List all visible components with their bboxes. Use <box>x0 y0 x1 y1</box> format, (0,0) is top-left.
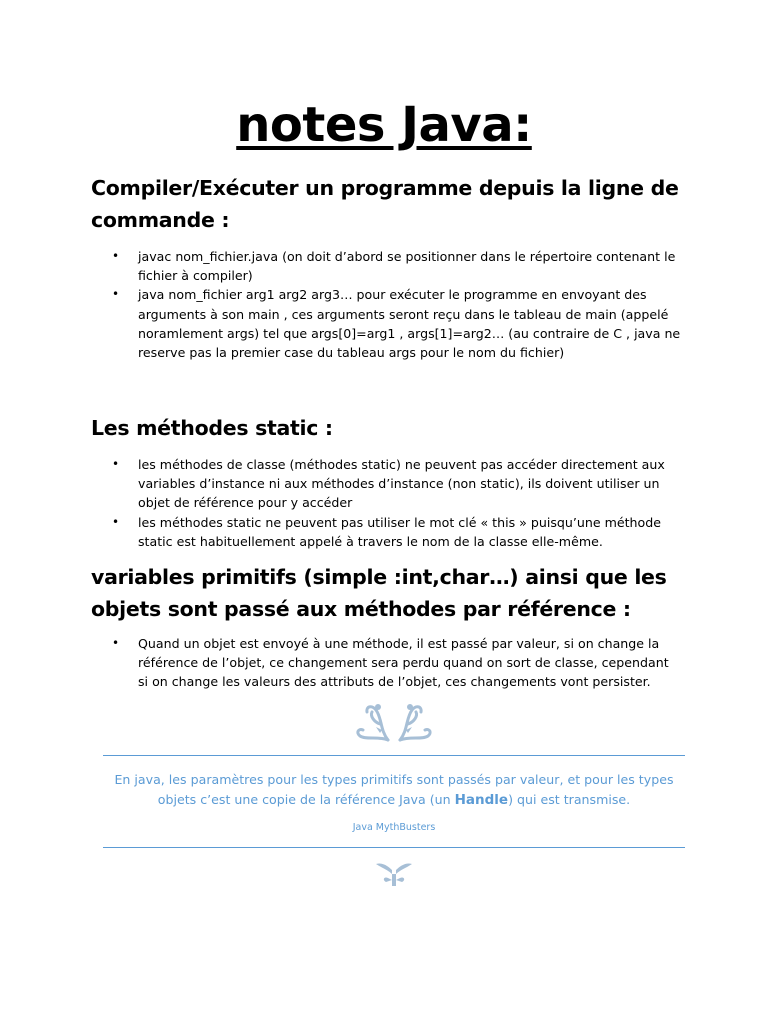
section-heading-static: Les méthodes static : <box>91 416 333 440</box>
bullet-icon: • <box>112 287 120 302</box>
bullet-icon: • <box>112 636 120 650</box>
list-item-text: javac nom_fichier.java (on doit d’abord se positionner dans le répertoire contenant le fichier à compiler) <box>138 249 676 284</box>
bullet-icon: • <box>112 457 120 471</box>
quote-text <box>103 770 685 810</box>
list-item-text: les méthodes static ne peuvent pas utiliser le mot clé « this » puisqu’une méthode static est habituellement appelé à travers le nom de la classe elle-même. <box>138 514 661 549</box>
quote-top-rule <box>103 755 685 756</box>
static-list <box>112 455 682 551</box>
bullet-icon: • <box>112 514 120 529</box>
flourish-bottom-icon <box>374 860 414 888</box>
list-item <box>112 513 682 551</box>
page-title: notes Java: <box>236 97 532 153</box>
section-heading-reference: variables primitifs (simple :int,char…) ainsi que les objets sont passé aux méthodes par référence : <box>91 565 667 621</box>
quote-bottom-rule <box>103 847 685 848</box>
bullet-icon: • <box>112 249 120 263</box>
list-item <box>112 285 682 362</box>
compile-list <box>112 247 682 362</box>
quote-text-after: ) qui est transmise. <box>508 791 631 807</box>
list-item <box>112 634 682 692</box>
list-item <box>112 455 682 513</box>
quote-text-before: En java, les paramètres pour les types primitifs sont passés par valeur, et pour les types objets c’est une copie de la référence Java (un <box>114 772 674 807</box>
quote-author: Java MythBusters <box>352 822 436 833</box>
list-item <box>112 247 682 285</box>
list-item-text: Quand un objet est envoyé à une méthode, il est passé par valeur, si on change la référence de l’objet, ce changement sera perdu quand on sort de classe, cependant si on change les valeurs des attributs de l’objet, ces changements vont persister. <box>138 636 669 690</box>
list-item-text: java nom_fichier arg1 arg2 arg3… pour exécuter le programme en envoyant des arguments à son main , ces arguments seront reçu dans le tableau de main (appelé noramlement args) tel que args[0]=arg1 , args[1]=arg2… (au contraire de C , java ne reserve pas la premier case du tableau args pour le nom du fichier) <box>138 287 681 361</box>
quote-highlight: Handle <box>454 791 509 808</box>
reference-list <box>112 634 682 692</box>
flourish-ornament-icon <box>352 700 436 746</box>
section-heading-compile: Compiler/Exécuter un programme depuis la ligne de commande : <box>91 176 679 232</box>
list-item-text: les méthodes de classe (méthodes static) ne peuvent pas accéder directement aux variables d’instance ni aux méthodes d’instance (non static), ils doivent utiliser un objet de référence pour y accéder <box>138 457 665 511</box>
